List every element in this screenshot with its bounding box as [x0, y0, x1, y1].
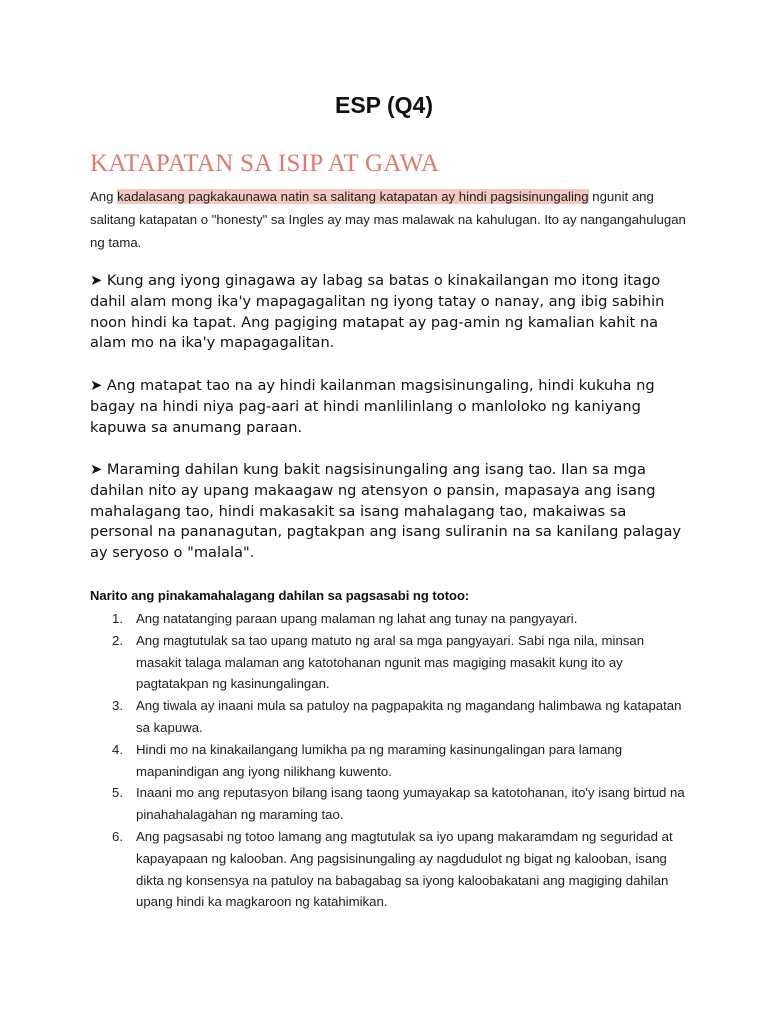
list-item-text: Ang magtutulak sa tao upang matuto ng aral sa mga pangyayari. Sabi nga nila, minsan masakit talaga malaman ang katotohanan ngunit mas magiging masakit kung ito ay pagtatakpan ng kasinungalingan.: [136, 632, 645, 692]
list-item: [90, 739, 690, 783]
list-item-text: Ang natatanging paraan upang malaman ng lahat ang tunay na pangyayari.: [136, 611, 578, 626]
bullet-paragraph: ➤ Maraming dahilan kung bakit nagsisinungaling ang isang tao. Ilan sa mga dahilan nito ay upang makaagaw ng atensyon o pansin, mapasaya ang isang mahalagang tao, hindi makasakit sa isang mahalagang tao, makaiwas sa personal na pananagutan, pagtakpan ang isang suliranin na sa kanilang palagay ay seryoso o "malala".: [90, 461, 682, 562]
list-item: [90, 630, 690, 695]
list-item-number: 1.: [112, 611, 123, 626]
section-heading: KATAPATAN SA ISIP AT GAWA: [90, 150, 440, 177]
list-item: [90, 782, 690, 826]
bullet-paragraph: ➤ Kung ang iyong ginagawa ay labag sa batas o kinakailangan mo itong itago dahil alam mong ika'y mapagagalitan ng iyong tatay o nanay, ang ibig sabihin noon hindi ka tapat. Ang pagiging matapat ay pag-amin ng kamalian kahit na alam mo na ika'y mapagagalitan.: [90, 272, 665, 352]
intro-paragraph: [90, 185, 690, 254]
list-item-text: Hindi mo na kinakailangang lumikha pa ng maraming kasinungalingan para lamang mapanindigan ang iyong nilikhang kuwento.: [136, 741, 623, 779]
intro-prefix: Ang: [90, 189, 118, 204]
list-item-number: 2.: [112, 632, 123, 648]
reasons-list: [90, 608, 690, 913]
list-item: [90, 608, 690, 630]
list-item: [90, 695, 690, 739]
list-item-text: Ang tiwala ay inaani mula sa patuloy na pagpapakita ng magandang halimbawa ng katapatan sa kapuwa.: [136, 698, 682, 735]
list-item-number: 4.: [112, 741, 123, 757]
list-item-number: 5.: [112, 785, 123, 801]
reasons-list-heading: Narito ang pinakamahalagang dahilan sa pagsasabi ng totoo:: [90, 588, 470, 603]
list-item-text: Inaani mo ang reputasyon bilang isang taong yumayakap sa katotohanan, ito'y isang birtud na pinahahalagahan ng maraming tao.: [136, 785, 685, 823]
list-item-number: 6.: [112, 828, 123, 844]
document-title: ESP (Q4): [335, 92, 433, 118]
intro-highlighted-text: kadalasang pagkakaunawa natin sa salitang katapatan ay hindi pagsisinungaling: [117, 189, 589, 204]
list-item: [90, 826, 690, 913]
intro-rest: ngunit ang salitang katapatan o "honesty" sa Ingles ay may mas malawak na kahulugan. Ito ay nangangahulugan ng tama.: [90, 189, 686, 250]
list-item-number: 3.: [112, 698, 123, 714]
bullet-paragraph: ➤ Ang matapat tao na ay hindi kailanman magsisinungaling, hindi kukuha ng bagay na hindi niya pag-aari at hindi manlilinlang o manloloko ng kaniyang kapuwa sa anumang paraan.: [90, 377, 655, 436]
list-item-text: Ang pagsasabi ng totoo lamang ang magtutulak sa iyo upang makaramdam ng seguridad at kapayapaan ng kalooban. Ang pagsisinungaling ay nagdudulot ng bigat ng kalooban, isang dikta ng konsensya na patuloy na babagabag sa iyong kaloobakatani ang magiging dahilan upang hindi ka magkaroon ng katahimikan.: [136, 828, 673, 910]
